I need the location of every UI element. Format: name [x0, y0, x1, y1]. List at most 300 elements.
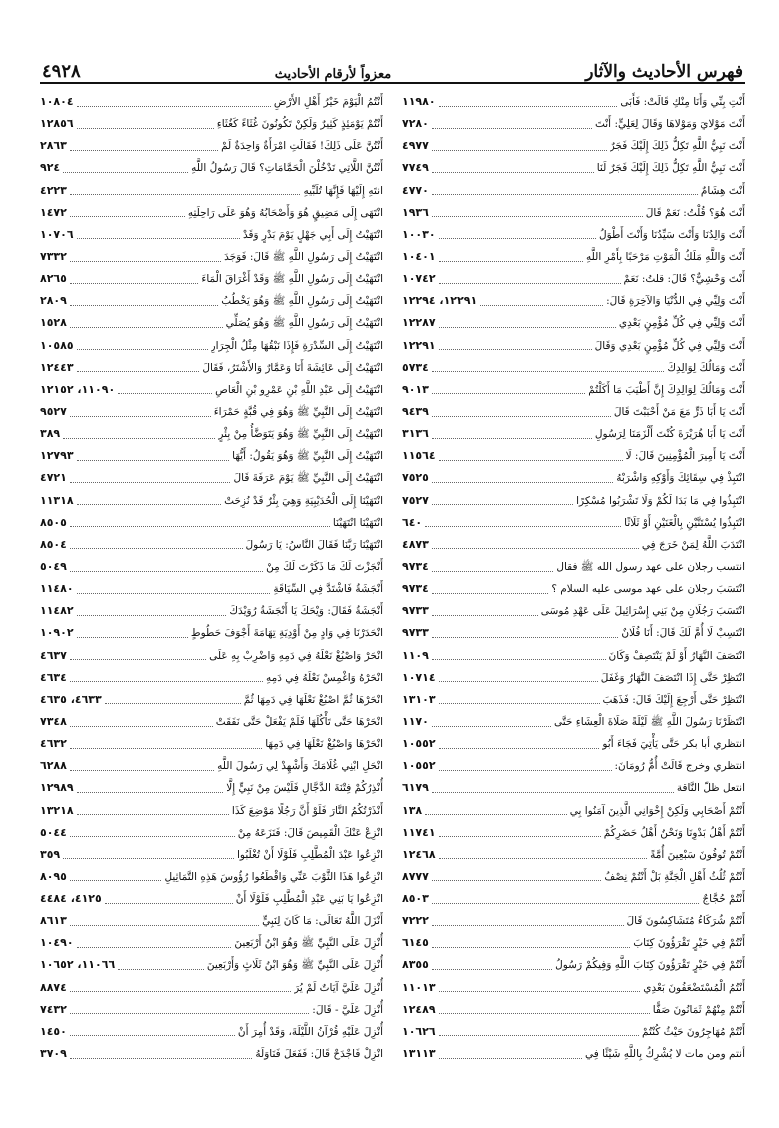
hadith-number: ٤١٢٥، ٤٤٨٤ [40, 892, 102, 906]
leader-dots [77, 238, 240, 239]
hadith-number: ٨٣٥٥ [402, 958, 429, 972]
index-entry [402, 113, 745, 135]
hadith-incipit: أَنْتُمُ الْمُسْتَضْعَفُونَ بَعْدِي [643, 981, 745, 994]
leader-dots [432, 482, 613, 483]
hadith-number: ٤٢٢٣ [40, 183, 67, 197]
hadith-incipit: انْتَهَيْتُ إِلَى عَائِشَةَ أَنَا وَعَمَّارٌ وَالأَشْتَرُ، فَقَالَ [202, 361, 383, 374]
hadith-number: ١٠٩٠٢ [40, 626, 74, 640]
index-entry [402, 534, 745, 556]
hadith-number: ٧٤٣٢ [40, 1002, 67, 1016]
leader-dots [432, 593, 548, 594]
hadith-incipit: أَنْتَ وَمَالُكَ لِوَالِدِكَ [667, 361, 745, 374]
hadith-incipit: أَنْتَ وَاللَّهِ مَلَكُ الْمَوْتِ مَرْحَبًا بِأَمْرِ اللَّهِ [586, 250, 745, 263]
index-entry [40, 733, 383, 755]
hadith-number: ٣١٣٦ [402, 427, 429, 441]
hadith-incipit: انْتَظِرْ حَتَّى أَرْجِعَ إِلَيْكَ قَالَ: فَذَهَبَ [602, 693, 745, 706]
hadith-number: ٩٠١٣ [402, 382, 429, 396]
hadith-number: ٧٥٢٥ [402, 471, 429, 485]
leader-dots [77, 371, 200, 372]
index-entry [40, 977, 383, 999]
hadith-incipit: أُنْزِلَ عَلَيْهِ قُرْآنُ اللَّيْلَةَ، وَقَدْ أُمِرَ أَنْ [237, 1025, 383, 1038]
hadith-number: ٤٨٧٣ [402, 537, 429, 551]
hadith-incipit: أَنْتَ وَمَالُكَ لِوَالِدِكَ إِنَّ أَطْيَبَ مَا أَكَلْتُمْ [588, 383, 745, 396]
index-entry [40, 844, 383, 866]
leader-dots [77, 593, 271, 594]
leader-dots [439, 1013, 650, 1014]
hadith-number: ٩٥٢٧ [40, 404, 67, 418]
hadith-incipit: أَنْتُمْ فِي خَيْرٍ تَقْرَؤُونَ كِتَابَ اللَّهِ وَفِيكُمْ رَسُولُ [555, 959, 745, 972]
hadith-number: ١٥٢٨ [40, 316, 67, 330]
leader-dots [439, 238, 596, 239]
leader-dots [70, 327, 223, 328]
leader-dots [432, 128, 592, 129]
index-entry [40, 335, 383, 357]
index-entry [40, 910, 383, 932]
leader-dots [439, 261, 583, 262]
index-entry [40, 224, 383, 246]
hadith-incipit: انْتَظِرْ حَتَّى إِذَا انْتَصَفَ النَّهَارُ وَغَفَلَ [600, 671, 745, 684]
leader-dots [432, 194, 698, 195]
index-entry [40, 1043, 383, 1065]
hadith-incipit: انْحَرْهَا وَاصْبُغْ نَعْلَهَا فِي دَمِهَا [265, 738, 383, 751]
hadith-incipit: انْتَهَيْنَا انْتَهَيْنَا [332, 516, 383, 529]
hadith-number: ٩٧٣٤ [402, 582, 429, 596]
index-entry [40, 202, 383, 224]
leader-dots [63, 172, 188, 173]
leader-dots [77, 814, 229, 815]
hadith-incipit: أَنْتَ يَا أَمِيرَ الْمُؤْمِنِينَ قَالَ: لَا [625, 450, 745, 463]
index-entry [402, 224, 745, 246]
hadith-number: ١٢٤٨٩ [402, 1002, 436, 1016]
book-title: فهرس الأحاديث والآثار [585, 62, 743, 82]
hadith-number: ٦١٧٩ [402, 781, 429, 795]
index-entry [402, 157, 745, 179]
leader-dots [439, 460, 623, 461]
index-entry [40, 534, 383, 556]
leader-dots [77, 460, 230, 461]
hadith-incipit: انْزِعْ عَنْكَ الْقَمِيصَ قَالَ: فَنَزَعَهُ مِنْ [237, 826, 383, 839]
index-entry [402, 467, 745, 489]
index-entry [40, 312, 383, 334]
left-column [40, 91, 383, 1065]
index-entry [40, 246, 383, 268]
hadith-number: ١١٩٨٠ [402, 95, 436, 108]
hadith-number: ٨٢٦٥ [40, 272, 67, 286]
leader-dots [439, 681, 598, 682]
hadith-number: ١٠٤٠١ [402, 249, 436, 263]
leader-dots [432, 504, 573, 505]
hadith-incipit: أَنْتِ بِنِّي وَأَنَا مِنْكِ قَالَتْ: فَأَبَى [620, 96, 745, 108]
index-entry [402, 777, 745, 799]
hadith-number: ٨٠٩٥ [40, 869, 67, 883]
hadith-number: ١٠٠٣٠ [402, 227, 436, 241]
index-entry [40, 379, 383, 401]
hadith-number: ٨٥٠٣ [402, 892, 429, 906]
hadith-number: ١٤٧٢ [40, 205, 67, 219]
hadith-incipit: أَنْذَرْتُكُمُ النَّارَ فَلَوْ أَنَّ رَجُلًا مَوْضِعَ كَذَا [231, 804, 383, 817]
leader-dots [70, 416, 211, 417]
leader-dots [63, 858, 234, 859]
leader-dots [432, 792, 674, 793]
hadith-number: ١١٠١٣ [402, 980, 436, 994]
hadith-incipit: أُنْذِرُكُمْ فِتْنَةَ الدَّجَّالِ فَلَيْسَ مِنْ نَبِيٍّ إِلَّا [226, 782, 383, 795]
index-entry [40, 600, 383, 622]
index-entry [40, 932, 383, 954]
hadith-incipit: أَنْزَلَ اللَّهُ تَعَالَى: مَا كَانَ لِنَبِيٍّ [262, 915, 383, 928]
hadith-incipit: أَنْتُمْ حُجَّاجٌ [702, 893, 745, 906]
index-entry [40, 512, 383, 534]
index-columns [40, 91, 745, 1065]
index-entry [402, 1043, 745, 1065]
hadith-incipit: أَنْتُمْ ثُلُثُ أَهْلِ الْجَنَّةِ بَلْ أَنْتُمْ نِصْفُ [604, 870, 745, 883]
hadith-incipit: أَنْجَشَةُ فَقَالَ: وَيْحَكَ يَا أَنْجَشَةُ رُوَيْدَكَ [229, 605, 383, 618]
index-entry [402, 689, 745, 711]
hadith-number: ٢٨٠٩ [40, 294, 67, 308]
hadith-incipit: انْتَهَيْنَا إِلَى الْحُدَيْبِيَةِ وَهِيَ بِئْرٌ قَدْ نُزِحَتْ [224, 494, 383, 507]
hadith-incipit: انْحَرْهَا ثُمَّ اصْبُغْ نَعْلَهَا فِي دَمِهَا ثُمَّ [243, 693, 383, 706]
leader-dots [70, 836, 235, 837]
index-entry [402, 755, 745, 777]
hadith-number: ٤٦٣٣، ٤٦٣٥ [40, 692, 102, 706]
index-entry [402, 423, 745, 445]
leader-dots [70, 659, 206, 660]
hadith-number: ٦٢٨٨ [40, 759, 67, 773]
hadith-number: ٦٤٠ [402, 515, 423, 529]
leader-dots [432, 615, 538, 616]
hadith-incipit: انْتَبِذُوا يُسْتَنَّيْنِ بِالْغَنَيْنِ أَوْ ثَلَاثًا [624, 516, 745, 529]
leader-dots [432, 438, 592, 439]
hadith-number: ١١٧٤١ [402, 825, 436, 839]
hadith-incipit: انتظري أبا بكر حَتَّى يَأْتِيَ فَجَاءَ أَبُو [602, 738, 745, 751]
hadith-number: ١٠٥٥٢ [402, 737, 436, 751]
page-header [40, 58, 745, 84]
hadith-incipit: انْزِعُوا يَا بَنِي عَبْدِ الْمُطَّلِبِ فَلَوْلَا أَنْ [235, 893, 383, 906]
leader-dots [118, 393, 212, 394]
leader-dots [70, 1035, 235, 1036]
hadith-number: ٥٠٤٩ [40, 559, 67, 573]
index-entry [402, 711, 745, 733]
index-entry [402, 977, 745, 999]
index-entry [40, 290, 383, 312]
leader-dots [70, 150, 218, 151]
hadith-number: ٣٥٩ [40, 847, 61, 861]
hadith-incipit: أَنْتَ وَلِيِّي فِي كُلِّ مُؤْمِنٍ بَعْدِي [618, 317, 745, 330]
hadith-number: ١١٤٨٢ [40, 604, 74, 618]
leader-dots [70, 216, 185, 217]
index-entry [40, 645, 383, 667]
leader-dots [70, 726, 213, 727]
hadith-number: ١٢٧٩٣ [40, 449, 74, 463]
hadith-incipit: انتَهِ إِلَيْهَا فَإِنَّهَا تُلَبِّيهِ [303, 184, 383, 197]
hadith-incipit: انْتَهَيْتُ إِلَى أَبِي جَهْلٍ يَوْمَ بَدْرٍ وَقَدْ [242, 228, 383, 241]
leader-dots [70, 548, 243, 549]
leader-dots [70, 991, 291, 992]
leader-dots [70, 1058, 253, 1059]
index-entry [402, 954, 745, 976]
hadith-incipit: أَنْتُمْ أَهْلُ بَدْوِنَا وَنَحْنُ أَهْلُ حَضَرِكُمْ [603, 826, 745, 839]
leader-dots [439, 703, 600, 704]
hadith-number: ٤٩٧٧ [402, 139, 429, 153]
hadith-incipit: أَنْتَ نَبِيُّ اللَّهِ تَكِلُّ ذَلِكَ إِلَيْكَ فَجَرٌ لَنَا [596, 162, 745, 175]
index-entry [402, 180, 745, 202]
leader-dots [480, 305, 603, 306]
hadith-incipit: أَنْتَ هِشَامٌ [700, 184, 745, 197]
hadith-incipit: أَنْتُمْ يَوْمَئِذٍ كَثِيرٌ وَلَكِنْ تَكُونُونَ غُثَاءً كَغُثَاءِ [216, 118, 383, 131]
leader-dots [70, 305, 218, 306]
leader-dots [432, 903, 700, 904]
index-entry [402, 556, 745, 578]
hadith-incipit: أَنْتَ يَا أَبَا ذَرٍّ مَعَ مَنْ أَحْبَبْتَ قَالَ [613, 405, 745, 418]
hadith-number: ٤٧٢١ [40, 471, 67, 485]
index-entry [40, 113, 383, 135]
hadith-incipit: أَنْتُمْ أَصْحَابِي وَلَكِنْ إِخْوَانِي الَّذِينَ آمَنُوا بِي [569, 804, 745, 817]
index-entry [40, 866, 383, 888]
index-entry [40, 268, 383, 290]
index-entry [402, 800, 745, 822]
hadith-incipit: أَنْتَ نَبِيُّ اللَّهِ تَكِلُّ ذَلِكَ إِلَيْكَ فَجَرٌ [609, 140, 745, 153]
leader-dots [439, 836, 601, 837]
hadith-incipit: انْتَهَيْتُ إِلَى النَّبِيِّ ﷺ وَهُوَ فِي قُبَّةٍ حَمْرَاءَ [213, 405, 383, 418]
index-entry [40, 999, 383, 1021]
index-entry [40, 467, 383, 489]
leader-dots [77, 349, 208, 350]
hadith-number: ٣٨٩ [40, 427, 61, 441]
hadith-incipit: انْتَسِبْ لَا أُمَّ لَكَ قَالَ: أَنَا فُلَانٌ [621, 627, 745, 640]
hadith-incipit: انْتَبِذُوا فِي مَا بَدَا لَكُمْ وَلَا تَشْرَبُوا مُسْكِرًا [576, 494, 745, 507]
index-entry [402, 866, 745, 888]
hadith-incipit: انْتَدَبَ اللَّهُ لِمَنْ خَرَجَ فِي [641, 538, 745, 551]
hadith-incipit: أَنْتَ يَا أَبَا هُرَيْرَةَ كُنْتَ أَلْزَمَنَا لِرَسُولِ [594, 428, 745, 441]
leader-dots [439, 770, 612, 771]
index-entry [402, 1021, 745, 1043]
hadith-number: ٩٧٣٣ [402, 626, 429, 640]
hadith-incipit: انتظري وخرج قَالَتْ أُمُّ رُومَانَ: [614, 760, 745, 773]
hadith-incipit: أَنْتُنَّ عَلَى ذَلِكَ! فَقَالَتِ امْرَأَةٌ وَاحِدَةٌ لَمْ [221, 140, 383, 153]
leader-dots [432, 947, 630, 948]
index-entry [402, 290, 745, 312]
hadith-number: ٨٥٠٥ [40, 515, 67, 529]
leader-dots [77, 947, 232, 948]
hadith-number: ١١٣١٨ [40, 493, 74, 507]
hadith-number: ٧٥٢٧ [402, 493, 429, 507]
leader-dots [70, 1013, 309, 1014]
hadith-incipit: انْحَرْ وَاصْبُغْ نَعْلَهُ فِي دَمِهِ وَاضْرِبْ بِهِ عَلَى [209, 649, 383, 662]
leader-dots [439, 349, 592, 350]
hadith-incipit: انْتَهَيْتُ إِلَى النَّبِيِّ ﷺ يَوْمَ عَرَفَةَ قَالَ [233, 472, 383, 485]
hadith-number: ١٣١١٣ [402, 1047, 436, 1061]
index-entry [402, 135, 745, 157]
index-entry [402, 733, 745, 755]
leader-dots [432, 548, 639, 549]
hadith-incipit: انْتَهَيْتُ إِلَى رَسُولِ اللَّهِ ﷺ وَهُوَ يَخْطُبُ [221, 295, 383, 308]
index-entry [40, 689, 383, 711]
index-entry [40, 800, 383, 822]
leader-dots [439, 327, 616, 328]
hadith-number: ١٢٤٦٨ [402, 847, 436, 861]
index-entry [402, 401, 745, 423]
index-entry [402, 335, 745, 357]
index-entry [40, 711, 383, 733]
hadith-number: ٤٦٣٢ [40, 737, 67, 751]
hadith-incipit: انْتَسَبَ رجلان على عهد موسى عليه السلام ؟ [551, 583, 745, 596]
hadith-incipit: أُنْزِلَ عَلَى النَّبِيِّ ﷺ وَهُوَ ابْنُ ثَلَاثٍ وَأَرْبَعِينَ [206, 959, 383, 972]
leader-dots [425, 814, 567, 815]
index-entry [40, 1021, 383, 1043]
hadith-number: ٩٧٣٣ [402, 604, 429, 618]
index-entry [402, 578, 745, 600]
hadith-incipit: أَنْتُمْ فِي خَيْرٍ تَقْرَؤُونَ كِتَابَ [633, 937, 745, 950]
index-entry [40, 777, 383, 799]
hadith-number: ٧٣٣٢ [40, 249, 67, 263]
hadith-incipit: انْتَهَى إِلَى مَضِيقٍ هُوَ وَأَصْحَابُهُ وَهُوَ عَلَى رَاحِلَتِهِ [187, 206, 383, 219]
leader-dots [77, 615, 227, 616]
leader-dots [70, 880, 162, 881]
index-entry [40, 180, 383, 202]
leader-dots [77, 792, 224, 793]
hadith-incipit: انْحَدَرْنَا فِي وَادٍ مِنْ أَوْدِيَةِ تِهَامَةَ أَجْوَفَ حَطُوطٍ [190, 627, 383, 640]
index-entry [40, 954, 383, 976]
leader-dots [105, 903, 233, 904]
hadith-number: ١٢٢٩١ [402, 338, 436, 352]
index-entry [402, 600, 745, 622]
hadith-number: ٤٧٧٠ [402, 183, 429, 197]
hadith-number: ١٣٢١٨ [40, 803, 74, 817]
hadith-number: ١١٠٩٠، ١٢١٥٢ [40, 382, 116, 396]
hadith-number: ٩٧٣٤ [402, 559, 429, 573]
leader-dots [432, 880, 602, 881]
hadith-number: ٨٦١٣ [40, 914, 67, 928]
hadith-number: ٥٠٤٤ [40, 825, 67, 839]
hadith-number: ١٢٩٨٩ [40, 781, 74, 795]
leader-dots [439, 283, 621, 284]
hadith-number: ٨٧٧٧ [402, 869, 429, 883]
hadith-number: ١١٠٩ [402, 648, 429, 662]
hadith-number: ٤٦٣٤ [40, 670, 67, 684]
hadith-incipit: أَنْتُمْ تُوفُونَ سَبْعِينَ أُمَّةً [650, 848, 745, 861]
hadith-incipit: أُنْزِلَ عَلَيَّ - قَالَ: [312, 1003, 383, 1016]
leader-dots [439, 1058, 582, 1059]
index-entry [402, 910, 745, 932]
hadith-number: ١٠٥٥٢ [402, 759, 436, 773]
index-entry [402, 932, 745, 954]
leader-dots [70, 482, 231, 483]
hadith-incipit: انْتَظَرْنَا رَسُولَ اللَّهِ ﷺ لَيْلَةً صَلَاةَ الْعِشَاءِ حَتَّى [554, 715, 745, 728]
index-entry [40, 490, 383, 512]
hadith-number: ١٠٧١٤ [402, 670, 436, 684]
index-entry [40, 755, 383, 777]
hadith-incipit: أَنْتَ وَالِدُنَا وَأَنْتَ سَيِّدُنَا وَأَنْتَ أَطْوَلُ [598, 228, 745, 241]
index-page [40, 58, 745, 1098]
leader-dots [77, 106, 271, 107]
hadith-incipit: أَنْتَ مَوْلايَ وَمَوْلاهَا وَقَالَ لِعَلِيٍّ: أَنْتَ [594, 118, 745, 131]
leader-dots [432, 393, 585, 394]
index-entry [40, 157, 383, 179]
hadith-incipit: أَنْتَ وَحْشِيٌّ؟ قَالَ: قلتُ: نَعَمْ [623, 273, 745, 286]
hadith-incipit: أَنْتَ هُوَ؟ قُلْتُ: نَعَمْ قَالَ [645, 206, 745, 219]
index-entry [40, 135, 383, 157]
index-entry [402, 379, 745, 401]
hadith-incipit: انْتَهَيْنَا رَبَّنَا فَقَالَ النَّاسُ: يَا رَسُولَ [245, 538, 383, 551]
hadith-incipit: انتسب رجلان على عهد رسول الله ﷺ فقال [556, 560, 745, 573]
leader-dots [105, 703, 241, 704]
hadith-incipit: انْتَهَيْتُ إِلَى رَسُولِ اللَّهِ ﷺ قَالَ: فَوَجَدَ [224, 250, 383, 263]
hadith-number: ١١٥٦٤ [402, 449, 436, 463]
hadith-incipit: انْتَهَيْتُ إِلَى السِّدْرَةِ فَإِذَا نَبْقُهَا مِثْلُ الْجِرَارِ [210, 339, 383, 352]
leader-dots [439, 991, 641, 992]
index-entry [40, 667, 383, 689]
index-entry [40, 357, 383, 379]
page-number: ٤٩٢٨ [42, 61, 81, 82]
leader-dots [70, 283, 199, 284]
leader-dots [439, 106, 618, 107]
leader-dots [77, 637, 188, 638]
index-entry [40, 556, 383, 578]
hadith-number: ١٤٥٠ [40, 1024, 67, 1038]
hadith-incipit: أَنْجَشَةُ فَاشْتَدَّ فِي السِّيَاقَةِ [273, 583, 383, 596]
hadith-number: ٤٦٣٧ [40, 648, 67, 662]
leader-dots [70, 681, 263, 682]
leader-dots [77, 504, 222, 505]
leader-dots [432, 637, 619, 638]
leader-dots [432, 216, 643, 217]
hadith-incipit: انْتَهَيْتُ إِلَى عَبْدِ اللَّهِ بْنِ عَمْرِو بْنِ الْعَاصِ [215, 383, 383, 396]
index-entry [40, 445, 383, 467]
leader-dots [63, 438, 215, 439]
index-entry [402, 667, 745, 689]
hadith-number: ١١٠٦٦، ١٠٦٥٢ [40, 958, 116, 972]
index-entry [402, 268, 745, 290]
index-entry [40, 423, 383, 445]
hadith-incipit: أَنْتُنَّ اللَّاتِي تَدْخُلْنَ الْحَمَّامَاتِ؟ قَالَ رَسُولُ اللَّهِ [191, 162, 383, 175]
hadith-number: ٨٨٧٤ [40, 980, 67, 994]
leader-dots [432, 969, 552, 970]
hadith-incipit: أُنْزِلَ عَلَيَّ آيَاتٌ لَمْ يُرَ [294, 981, 383, 994]
leader-dots [432, 150, 607, 151]
hadith-incipit: انتعل ظلّ النَّاقة [676, 782, 745, 795]
leader-dots [432, 172, 594, 173]
hadith-number: ١٢٢٨٧ [402, 316, 436, 330]
hadith-incipit: أَنْتُمُ الْيَوْمَ خَيْرُ أَهْلِ الأَرْضِ [273, 96, 383, 108]
hadith-number: ١٠٥٨٥ [40, 338, 74, 352]
hadith-number: ١٢٤٤٣ [40, 360, 74, 374]
hadith-number: ١٣١٠٣ [402, 692, 436, 706]
leader-dots [70, 194, 301, 195]
leader-dots [70, 925, 259, 926]
leader-dots [432, 371, 664, 372]
index-entry [40, 622, 383, 644]
hadith-number: ٣٧٠٩ [40, 1047, 67, 1061]
hadith-incipit: انْحَرْهُ وَاغْمِسْ نَعْلَهُ فِي دَمِهِ [266, 671, 383, 684]
index-entry [402, 246, 745, 268]
hadith-incipit: أَنْتُمْ مُهَاجِرُونَ حَيْثُ كُنْتُمْ [641, 1025, 745, 1038]
leader-dots [439, 858, 648, 859]
hadith-number: ١٠٤٩٠ [40, 936, 74, 950]
index-entry [40, 401, 383, 423]
leader-dots [432, 925, 624, 926]
hadith-number: ٦١٤٥ [402, 936, 429, 950]
hadith-number: ١٢٨٥٦ [40, 117, 74, 131]
hadith-incipit: أنتم ومن مات لا يُشْرِكُ بِاللَّهِ شَيْئًا فِي [584, 1048, 745, 1061]
hadith-number: ٧٧٤٩ [402, 161, 429, 175]
index-entry [402, 512, 745, 534]
leader-dots [439, 1035, 639, 1036]
index-entry [402, 844, 745, 866]
leader-dots [77, 128, 214, 129]
right-column [402, 91, 745, 1065]
index-entry [402, 91, 745, 113]
hadith-incipit: أَنْتَ وَلِيِّي فِي كُلِّ مُؤْمِنٍ بَعْدِي وَقَالَ [594, 339, 745, 352]
index-entry [402, 357, 745, 379]
